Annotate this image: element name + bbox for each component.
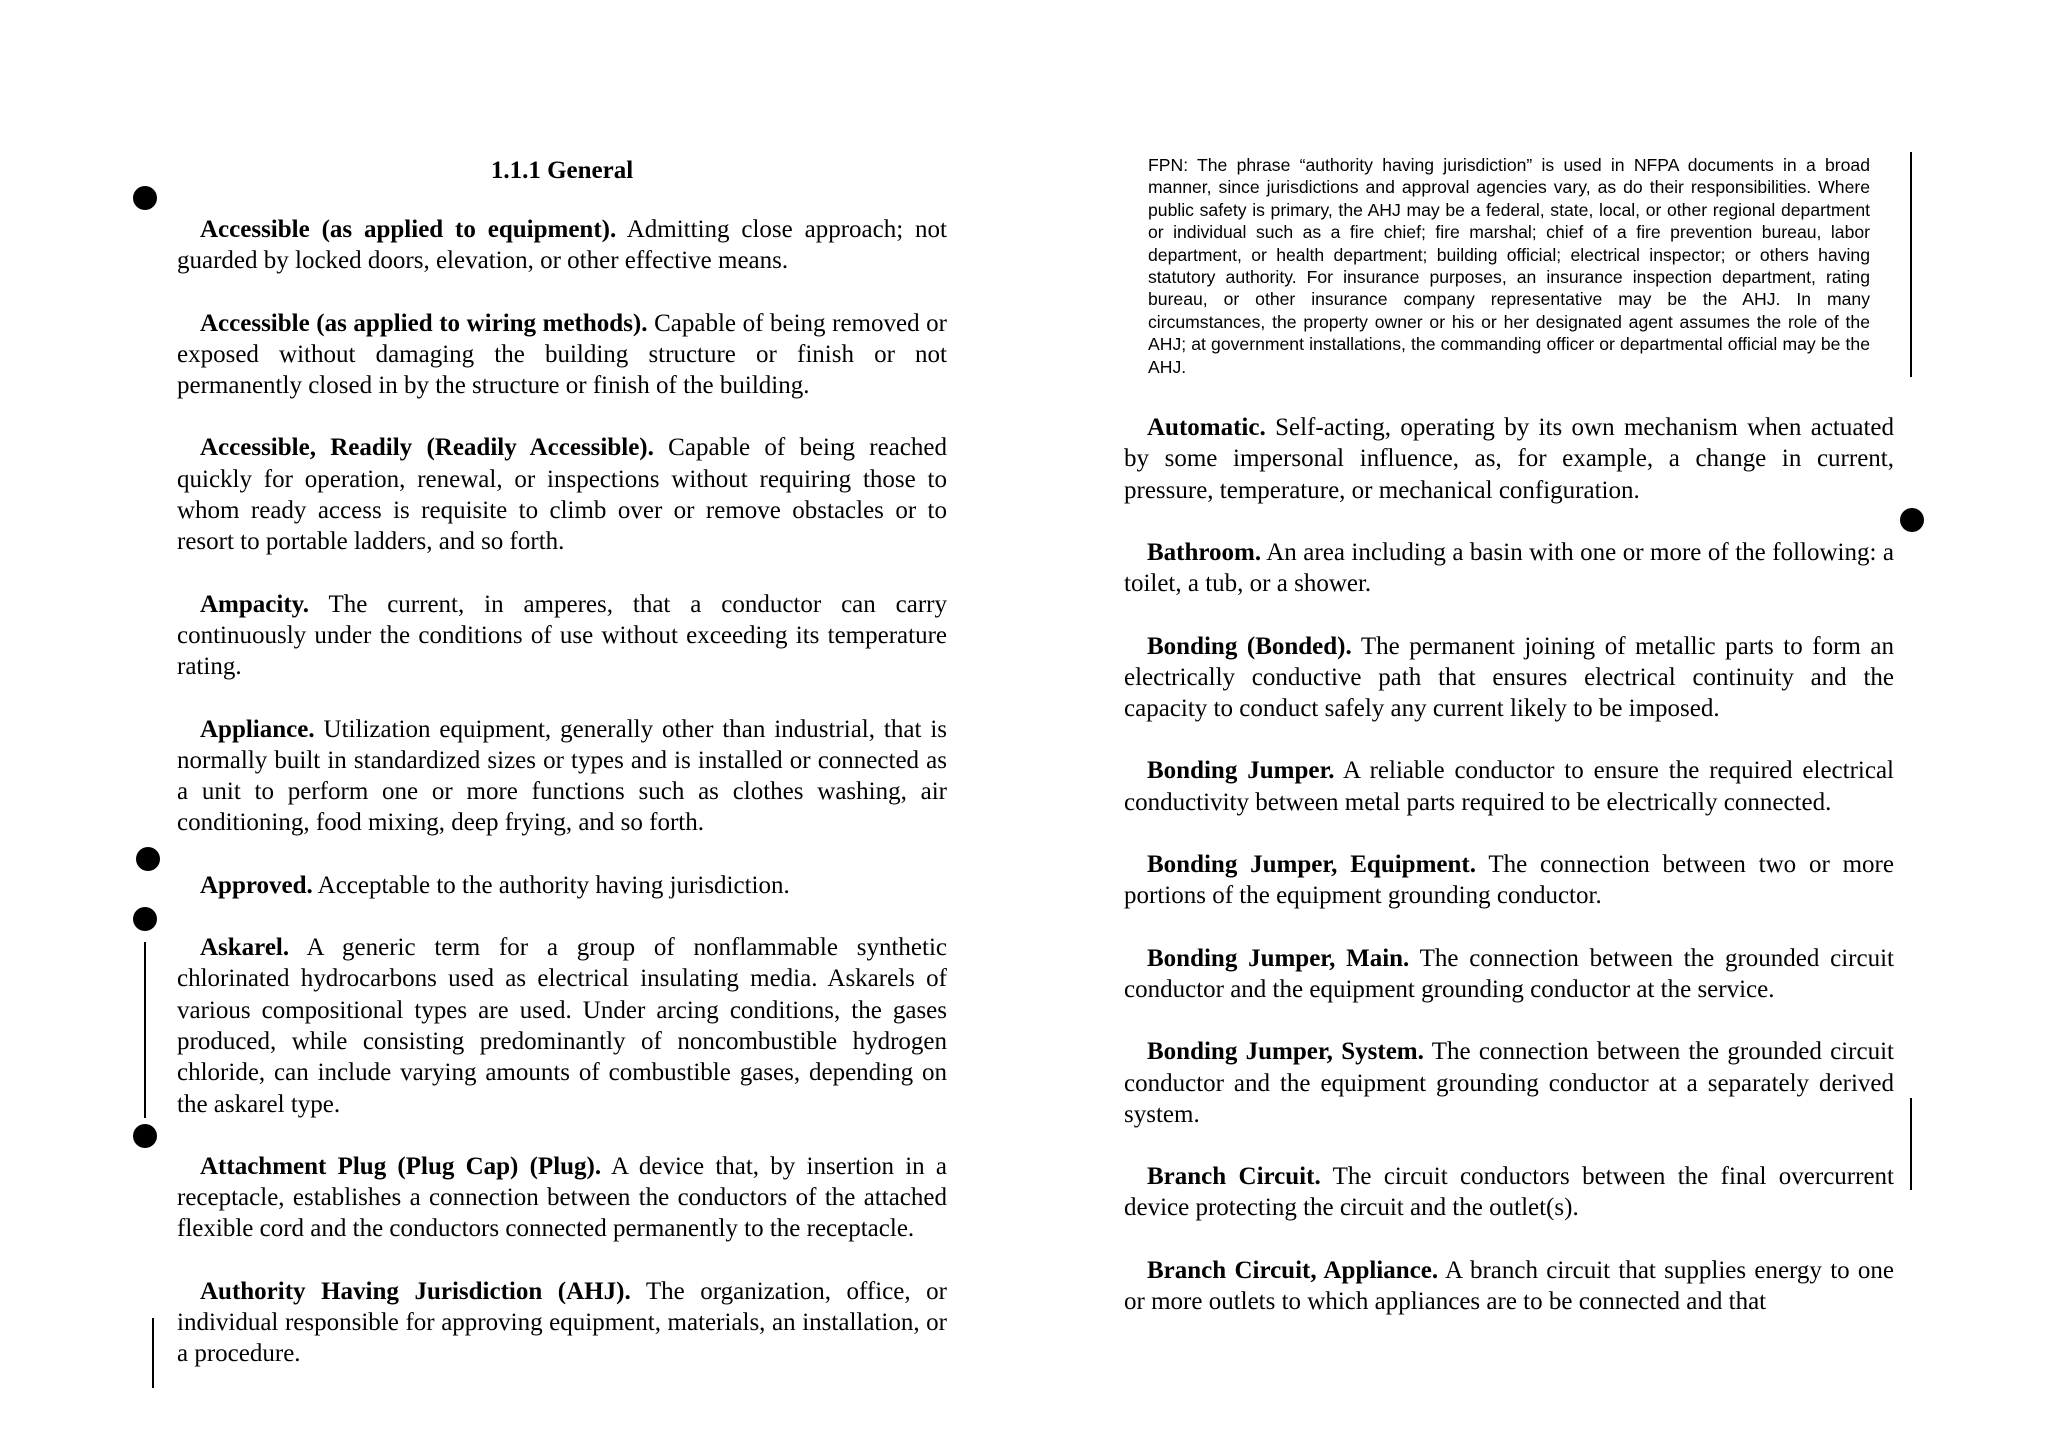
deletion-marker-dot <box>133 186 157 210</box>
change-bar <box>1910 152 1912 377</box>
right-column <box>1124 150 1894 1348</box>
definition-entry <box>1124 849 1894 912</box>
section-title: 1.1.1 General <box>490 157 634 184</box>
deletion-marker-dot <box>133 907 157 931</box>
definition-entry <box>1124 755 1894 818</box>
definition-entry <box>1124 412 1894 506</box>
definition-entry <box>177 932 947 1120</box>
deletion-marker-dot <box>133 1124 157 1148</box>
deletion-marker-dot <box>136 847 160 871</box>
definition-text: Self-acting, operating by its own mechanism when actuated by some impersonal influence, as, for example, a change in current, pressure, temperature, or mechanical configuration. <box>1124 414 1895 504</box>
definition-entry <box>1124 1161 1894 1224</box>
change-bar <box>144 942 146 1118</box>
definition-entry <box>1124 1036 1894 1130</box>
definition-entry <box>1124 537 1894 600</box>
definition-term: Bathroom. <box>1147 538 1262 566</box>
definition-term: Askarel. <box>200 934 290 962</box>
definition-text: The organization, office, or individual responsible for approving equipment, materials, an installation, or a procedure. <box>177 1277 947 1368</box>
definition-entry <box>177 1276 947 1370</box>
definition-term: Branch Circuit. <box>1147 1163 1321 1191</box>
definition-text: Utilization equipment, generally other than industrial, that is normally built in standardized sizes or types and is installed or connected as a unit to perform one or more functions such as clothes washing, air conditioning, food mixing, deep frying, and so forth. <box>177 715 948 837</box>
definition-term: Bonding Jumper. <box>1147 757 1335 785</box>
definition-text: Capable of being removed or exposed without damaging the building structure or finish or not permanently closed in by the structure or finish of the building. <box>177 309 947 400</box>
fine-print-note: FPN: The phrase “authority having jurisdiction” is used in NFPA documents in a broad manner, since jurisdictions and approval agencies vary, as do their responsibilities. Where public safety is primary, the AHJ may be a federal, state, local, or other regional department or individual such as a fire chief; fire marshal; chief of a fire prevention bureau, labor department, or health department; building official; electrical inspector; or others having statutory authority. For insurance purposes, an insurance inspection department, rating bureau, or other insurance company representative may be the AHJ. In many circumstances, the property owner or his or her designated agent assumes the role of the AHJ; at government installations, the commanding officer or departmental official may be the AHJ. <box>1148 155 1870 377</box>
definition-entry <box>177 589 947 683</box>
definition-term: Bonding Jumper, System. <box>1147 1038 1424 1066</box>
definition-entry <box>177 714 947 839</box>
definition-text: The current, in amperes, that a conductor can carry continuously under the conditions of use without exceeding its temperature rating. <box>177 590 947 681</box>
definition-term: Accessible (as applied to equipment). <box>200 216 617 243</box>
definition-term: Accessible, Readily (Readily Accessible). <box>200 434 654 462</box>
definition-text: The circuit conductors between the final overcurrent device protecting the circuit and the outlet(s). <box>1124 1163 1894 1222</box>
definition-term: Bonding Jumper, Main. <box>1147 944 1410 972</box>
definition-entry <box>1124 1255 1894 1318</box>
definition-text: Capable of being reached quickly for operation, renewal, or inspections without requiring those to whom ready access is requisite to climb over or remove obstacles or to resort to portable ladders, and so forth. <box>177 434 947 556</box>
definition-text: The connection between the grounded circuit conductor and the equipment grounding conductor at a separately derived system. <box>1124 1038 1894 1128</box>
definition-term: Bonding (Bonded). <box>1147 632 1352 660</box>
definition-text: Acceptable to the authority having jurisdiction. <box>317 871 790 899</box>
definition-text: A reliable conductor to ensure the required electrical conductivity between metal parts required to be electrically connected. <box>1124 757 1894 816</box>
definition-text: Admitting close approach; not guarded by locked doors, elevation, or other effective means. <box>177 216 948 275</box>
definition-text: The permanent joining of metallic parts to form an electrically conductive path that ensures electrical continuity and the capacity to conduct safely any current likely to be imposed. <box>1124 632 1894 723</box>
definition-entry <box>177 214 947 277</box>
left-column <box>177 150 947 1401</box>
definition-term: Attachment Plug (Plug Cap) (Plug). <box>200 1152 602 1180</box>
definition-term: Approved. <box>200 871 313 899</box>
definition-text: An area including a basin with one or more of the following: a toilet, a tub, or a shower. <box>1124 538 1894 598</box>
definition-entry <box>177 1151 947 1245</box>
definition-term: Authority Having Jurisdiction (AHJ). <box>200 1277 631 1305</box>
definition-term: Ampacity. <box>200 590 310 618</box>
definition-text: A device that, by insertion in a receptacle, establishes a connection between the conductors of the attached flexible cord and the conductors connected permanently to the receptacle. <box>177 1152 947 1243</box>
definition-term: Accessible (as applied to wiring methods). <box>200 309 648 337</box>
definition-text: A branch circuit that supplies energy to one or more outlets to which appliances are to be connected and that <box>1124 1256 1895 1315</box>
definition-entry <box>1124 631 1894 725</box>
definition-term: Branch Circuit, Appliance. <box>1147 1256 1439 1284</box>
deletion-marker-dot <box>1900 508 1924 532</box>
definition-entry <box>1124 943 1894 1006</box>
definition-entry <box>177 870 947 901</box>
definition-entry <box>177 308 947 402</box>
definition-term: Bonding Jumper, Equipment. <box>1147 851 1476 879</box>
change-bar <box>1910 1098 1912 1190</box>
definition-term: Appliance. <box>200 715 315 743</box>
definition-text: The connection between two or more portions of the equipment grounding conductor. <box>1124 851 1894 910</box>
definition-text: The connection between the grounded circuit conductor and the equipment grounding conductor at the service. <box>1124 944 1894 1003</box>
definition-text: A generic term for a group of nonflammable synthetic chlorinated hydrocarbons used as electrical insulating media. Askarels of various compositional types are used. Under arcing conditions, the gases produced, while consisting predominantly of noncombustible hydrogen chloride, can include varying amounts of combustible gases, depending on the askarel type. <box>177 934 947 1118</box>
definition-entry <box>177 432 947 557</box>
definition-term: Automatic. <box>1147 414 1266 442</box>
change-bar <box>152 1318 154 1388</box>
